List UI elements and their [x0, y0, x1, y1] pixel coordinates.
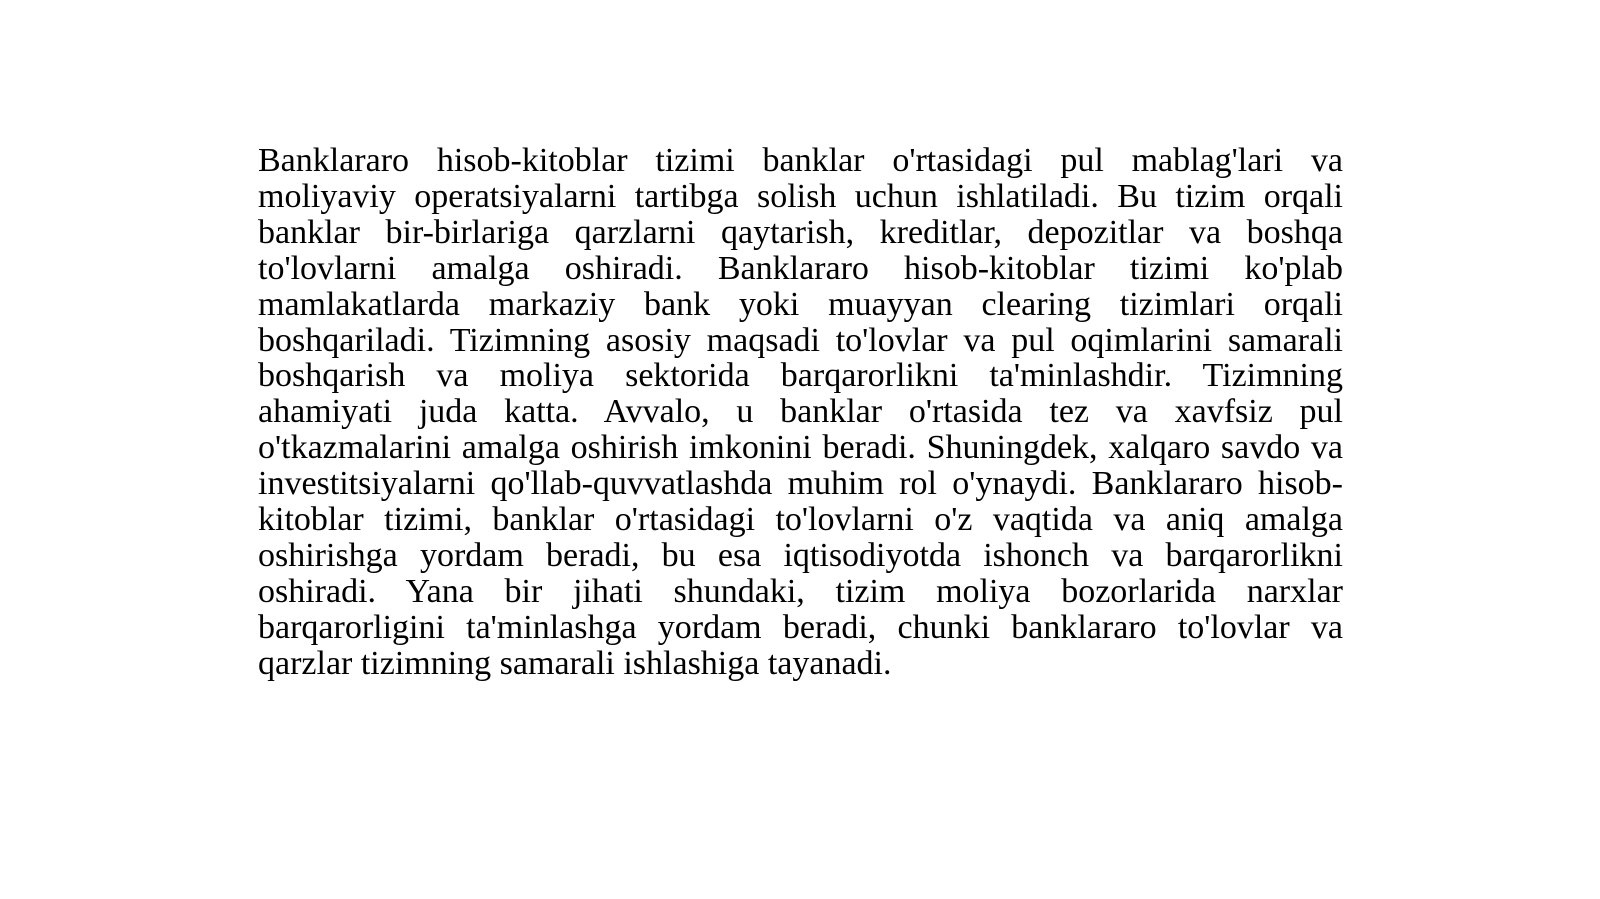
body-paragraph: Banklararo hisob-kitoblar tizimi banklar o'rtasidagi pul mablag'lari va moliyaviy operatsiyalarni tartibga solish uchun ishlatiladi. Bu tizim orqali banklar bir-birlariga qarzlarni qaytarish, kreditlar, depozitlar va boshqa to'lovlarni amalga oshiradi. Banklararo hisob-kitoblar tizimi ko'plab mamlakatlarda markaziy bank yoki muayyan clearing tizimlari orqali boshqariladi. Tizimning asosiy maqsadi to'lovlar va pul oqimlarini samarali boshqarish va moliya sektorida barqarorlikni ta'minlashdir. Tizimning ahamiyati juda katta. Avvalo, u banklar o'rtasida tez va xavfsiz pul o'tkazmalarini amalga oshirish imkonini beradi. Shuningdek, xalqaro savdo va investitsiyalarni qo'llab-quvvatlashda muhim rol o'ynaydi. Banklararo hisob-kitoblar tizimi, banklar o'rtasidagi to'lovlarni o'z vaqtida va aniq amalga oshirishga yordam beradi, bu esa iqtisodiyotda ishonch va barqarorlikni oshiradi. Yana bir jihati shundaki, tizim moliya bozorlarida narxlar barqarorligini ta'minlashga yordam beradi, chunki banklararo to'lovlar va qarzlar tizimning samarali ishlashiga tayanadi.	[258, 142, 1343, 682]
